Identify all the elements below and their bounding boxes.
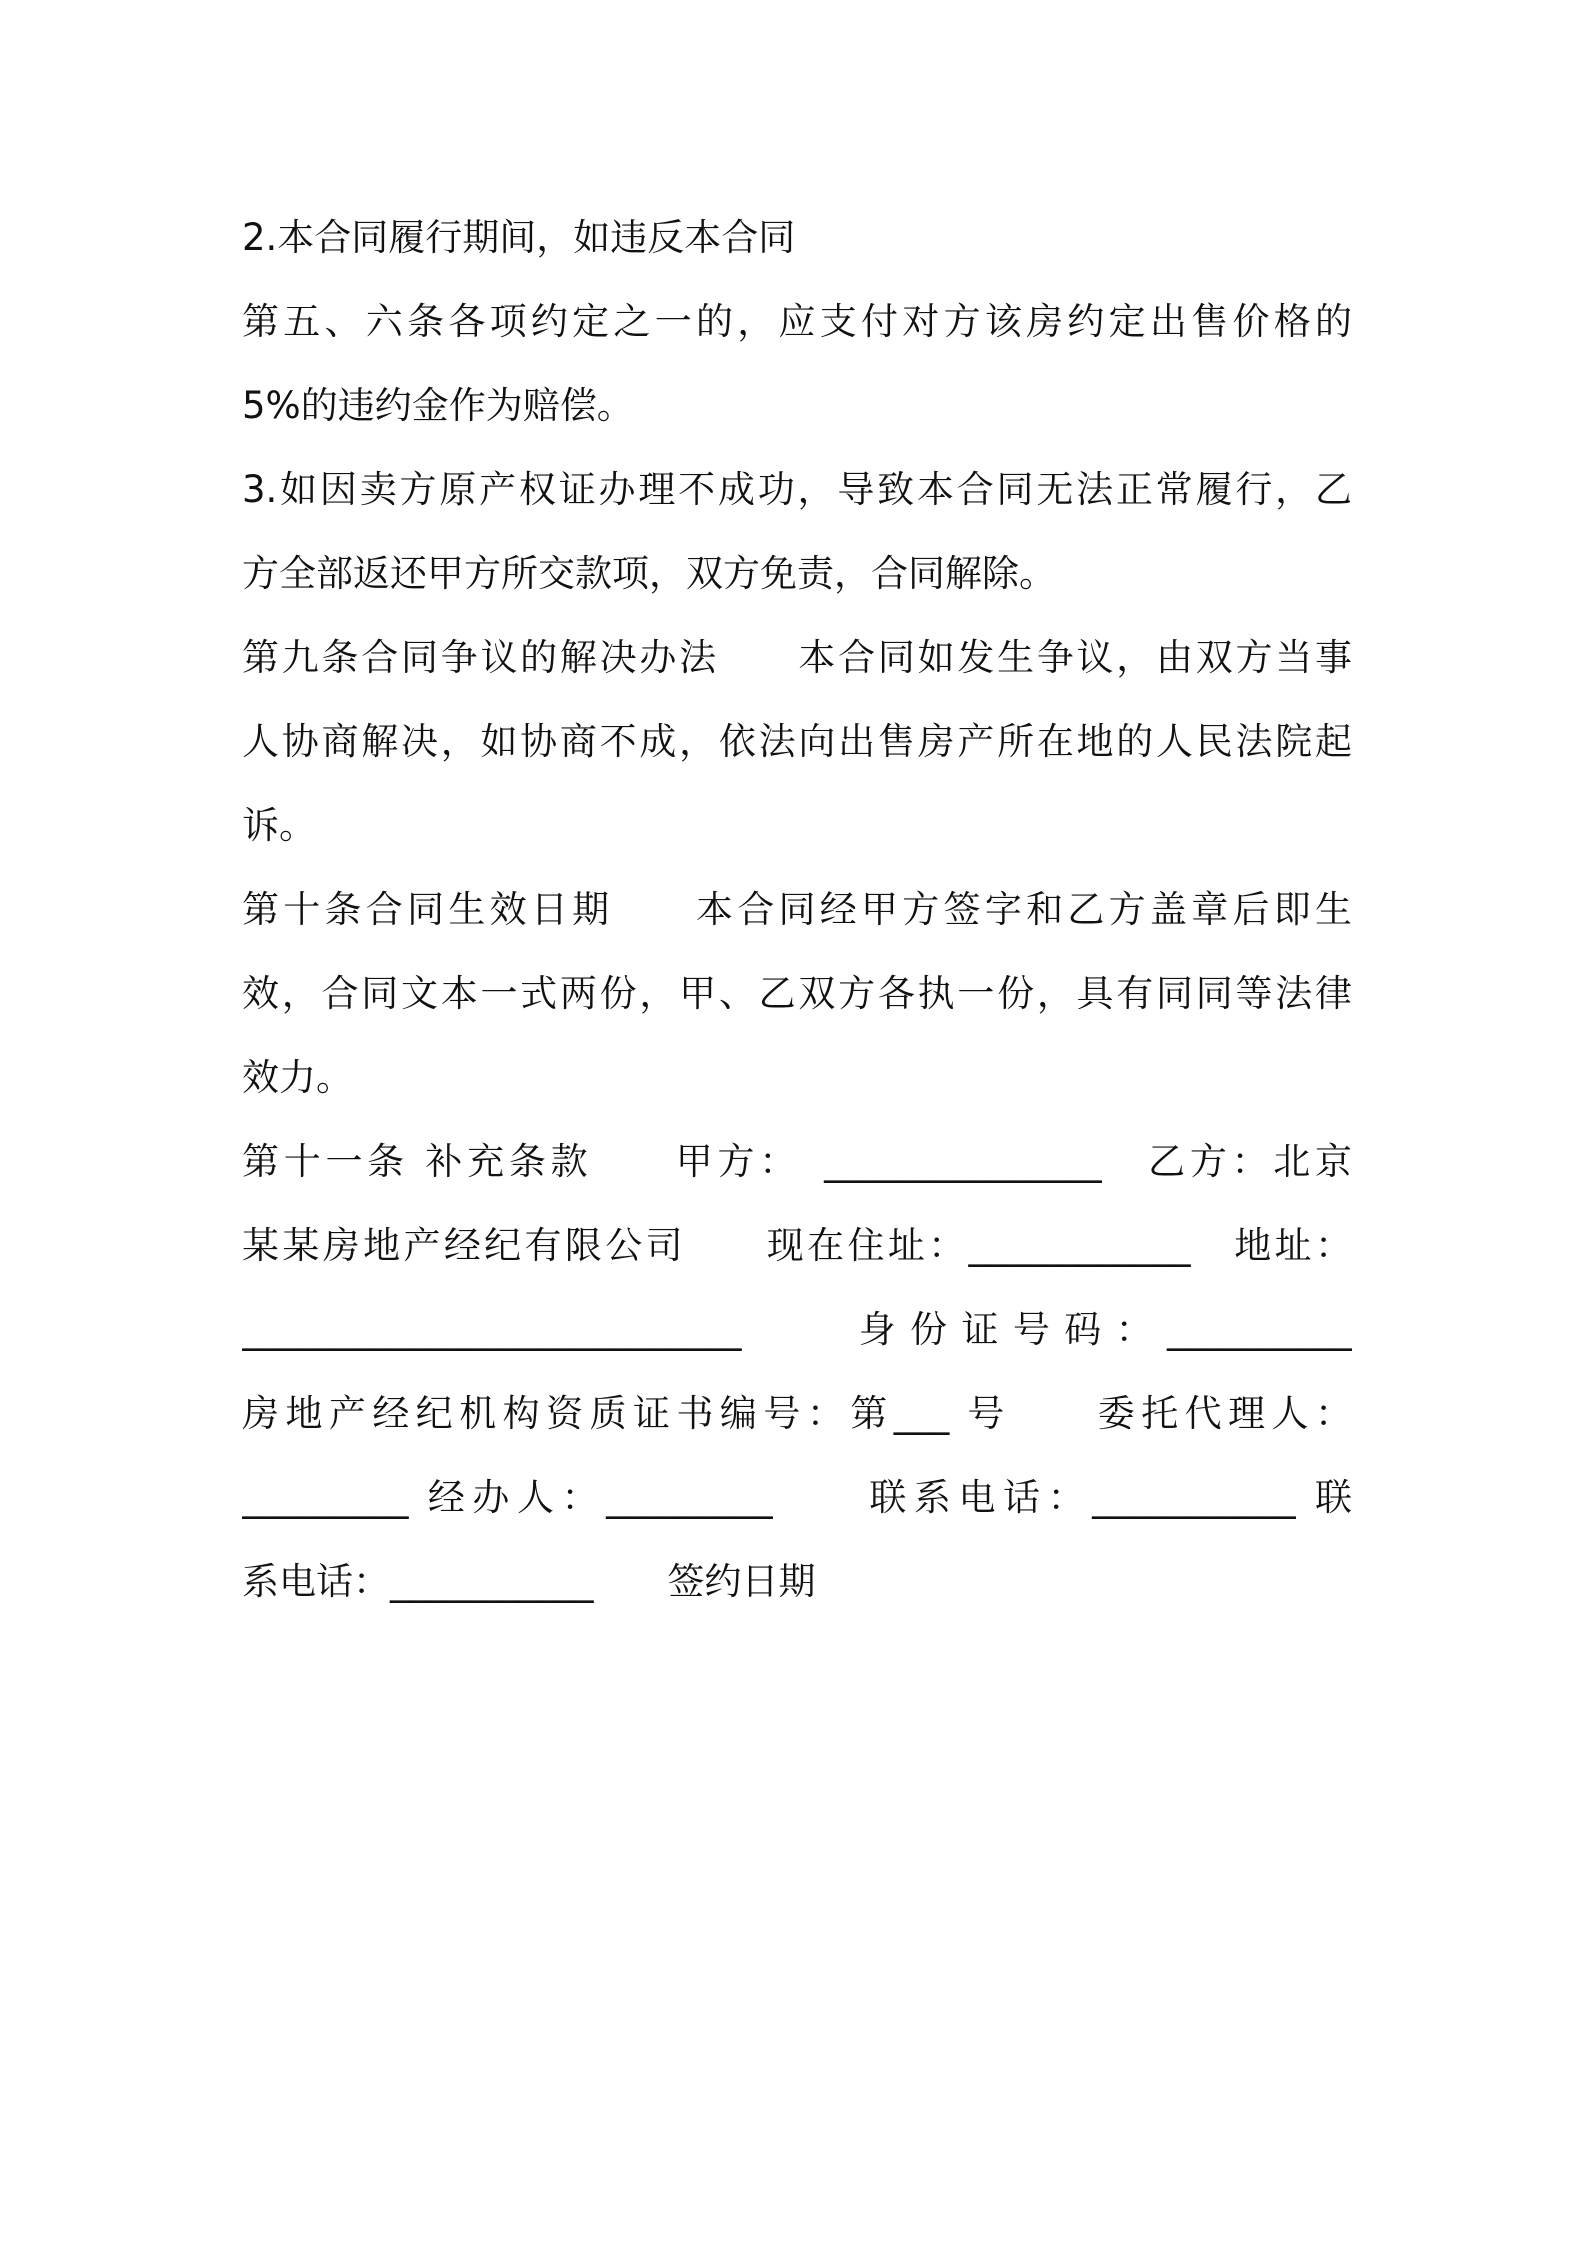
contract-line: 方全部返还甲方所交款项，双方免责，合同解除。: [242, 552, 1056, 595]
contract-line: 效力。: [242, 1056, 353, 1099]
contract-body: [242, 196, 1352, 1624]
contract-line: 诉。: [242, 804, 316, 847]
contract-line: 2.本合同履行期间，如违反本合同: [242, 216, 796, 259]
contract-line: 房地产经纪机构资质证书编号：第___ 号 委托代理人：: [242, 1392, 1352, 1435]
contract-line: 第十条合同生效日期 本合同经甲方签字和乙方盖章后即生: [242, 888, 1352, 931]
contract-line: ___________________________ 身份证号码：__________: [242, 1308, 1352, 1351]
contract-line: _________ 经办人：_________ 联系电话：___________ 联: [242, 1476, 1352, 1519]
contract-line: 第十一条 补充条款 甲方： _______________ 乙方：北京: [242, 1140, 1352, 1183]
contract-line: 3.如因卖方原产权证办理不成功，导致本合同无法正常履行，乙: [242, 468, 1352, 511]
contract-line: 某某房地产经纪有限公司 现在住址：____________ 地址：: [242, 1224, 1352, 1267]
contract-line: 人协商解决，如协商不成，依法向出售房产所在地的人民法院起: [242, 720, 1352, 763]
contract-line: 第九条合同争议的解决办法 本合同如发生争议，由双方当事: [242, 636, 1352, 679]
contract-line: 5%的违约金作为赔偿。: [242, 384, 634, 427]
contract-line: 第五、六条各项约定之一的，应支付对方该房约定出售价格的: [242, 300, 1352, 343]
contract-line: 系电话：___________ 签约日期: [242, 1560, 816, 1603]
contract-line: 效，合同文本一式两份，甲、乙双方各执一份，具有同同等法律: [242, 972, 1352, 1015]
